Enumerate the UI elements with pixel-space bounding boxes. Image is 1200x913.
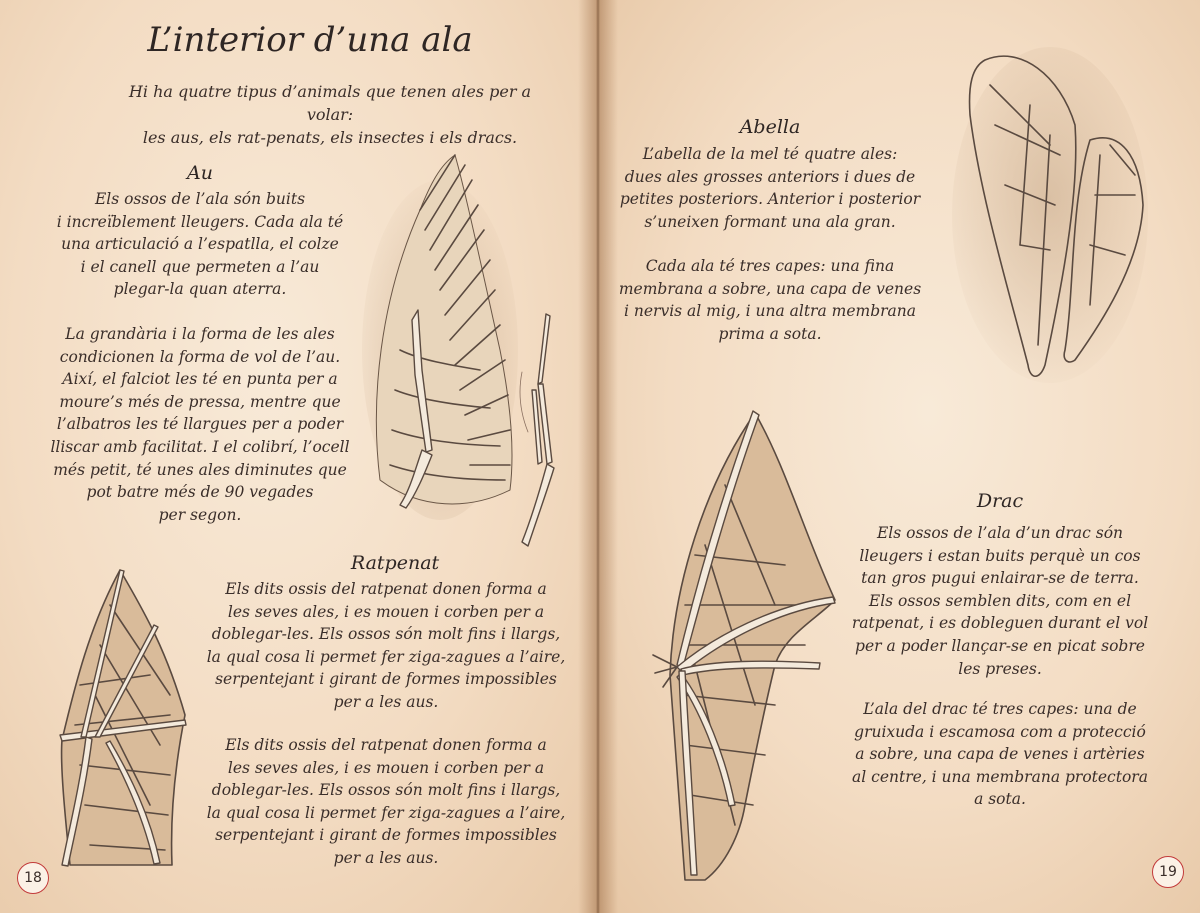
page-number-left: 18 bbox=[17, 862, 49, 894]
ratpenat-paragraph-2 bbox=[196, 734, 576, 870]
text-line: L’abella de la mel té quatre ales: bbox=[642, 145, 898, 163]
text-line: tan gros pugui enlairar-se de terra. bbox=[861, 569, 1139, 588]
text-line: i el canell que permeten a l’au bbox=[80, 257, 320, 276]
text-line: a sobre, una capa de venes i artèries bbox=[855, 745, 1145, 764]
text-line: a sota. bbox=[974, 790, 1026, 809]
text-line: plegar-la quan aterra. bbox=[113, 280, 287, 299]
text-line: i nervis al mig, i una altra membrana bbox=[624, 302, 916, 321]
dragon-wing-illustration bbox=[635, 405, 840, 885]
text-line: per a les aus. bbox=[333, 848, 439, 867]
text-line: Els ossos de l’ala són buits bbox=[94, 190, 306, 208]
text-line: serpentejant i girant de formes impossibles bbox=[215, 826, 557, 845]
bird-wing-illustration bbox=[360, 150, 520, 520]
abella-paragraph-1 bbox=[610, 143, 930, 233]
drac-paragraph-2 bbox=[835, 698, 1165, 811]
text-line: les seves ales, i es mouen i corben per a bbox=[227, 758, 545, 777]
text-line: serpentejant i girant de formes impossibles bbox=[215, 670, 557, 689]
text-line: les seves ales, i es mouen i corben per a bbox=[227, 602, 545, 621]
text-line: L’ala del drac té tres capes: una de bbox=[863, 700, 1137, 718]
text-line: ratpenat, i es dobleguen durant el vol bbox=[851, 614, 1149, 633]
text-line: prima a sota. bbox=[718, 324, 822, 343]
text-line: La grandària i la forma de les ales bbox=[65, 325, 335, 343]
text-line: s’uneixen formant una ala gran. bbox=[644, 212, 896, 231]
page-title: L’interior d’una ala bbox=[147, 20, 473, 60]
text-line: per segon. bbox=[158, 505, 242, 524]
abella-paragraph-2 bbox=[610, 255, 930, 345]
text-line: lleugers i estan buits perquè un cos bbox=[859, 546, 1141, 565]
text-line: per a les aus. bbox=[333, 692, 439, 711]
text-line: Els ossos de l’ala d’un drac són bbox=[876, 524, 1124, 542]
book-gutter bbox=[578, 0, 618, 913]
text-line: membrana a sobre, una capa de venes bbox=[618, 279, 922, 298]
text-line: Els dits ossis del ratpenat donen forma a bbox=[225, 736, 547, 754]
intro-line: Hi ha quatre tipus d’animals que tenen ales per a volar: bbox=[128, 82, 532, 124]
text-line: moure’s més de pressa, mentre que bbox=[59, 392, 341, 411]
text-line: lliscar amb facilitat. I el colibrí, l’ocell bbox=[50, 437, 350, 456]
text-line: petites posteriors. Anterior i posterior bbox=[619, 190, 921, 209]
text-line: doblegar-les. Els ossos són molt fins i llargs, bbox=[211, 625, 561, 644]
page-number-right: 19 bbox=[1152, 856, 1184, 888]
abella-heading: Abella bbox=[739, 116, 801, 138]
au-heading: Au bbox=[187, 162, 213, 184]
text-line: Els ossos semblen dits, com en el bbox=[868, 591, 1132, 610]
intro-text bbox=[110, 80, 550, 149]
text-line: pot batre més de 90 vegades bbox=[86, 483, 314, 502]
ratpenat-heading: Ratpenat bbox=[350, 552, 440, 574]
intro-line: les aus, els rat-penats, els insectes i els dracs. bbox=[142, 128, 518, 147]
text-line: gruixuda i escamosa com a protecció bbox=[854, 722, 1146, 741]
text-line: doblegar-les. Els ossos són molt fins i llargs, bbox=[211, 781, 561, 800]
text-line: Cada ala té tres capes: una fina bbox=[645, 257, 895, 275]
bat-wing-illustration bbox=[50, 565, 200, 870]
bee-wings-illustration bbox=[950, 45, 1150, 385]
text-line: una articulació a l’espatlla, el colze bbox=[61, 235, 339, 254]
text-line: les preses. bbox=[958, 659, 1042, 678]
text-line: Els dits ossis del ratpenat donen forma a bbox=[225, 580, 547, 598]
au-paragraph-2 bbox=[30, 323, 370, 526]
text-line: Així, el falciot les té en punta per a bbox=[62, 370, 338, 389]
text-line: per a poder llançar-se en picat sobre bbox=[855, 636, 1145, 655]
text-line: la qual cosa li permet fer ziga-zagues a l’aire, bbox=[206, 647, 566, 666]
text-line: la qual cosa li permet fer ziga-zagues a l’aire, bbox=[206, 803, 566, 822]
ratpenat-paragraph-1 bbox=[196, 578, 576, 714]
text-line: i increïblement lleugers. Cada ala té bbox=[56, 212, 344, 231]
drac-paragraph-1 bbox=[835, 522, 1165, 680]
text-line: l’albatros les té llargues per a poder bbox=[56, 415, 344, 434]
au-paragraph-1 bbox=[40, 188, 360, 301]
text-line: condicionen la forma de vol de l’au. bbox=[59, 347, 341, 366]
bird-wing-bone-illustration bbox=[512, 312, 562, 552]
text-line: més petit, té unes ales diminutes que bbox=[53, 460, 347, 479]
drac-heading: Drac bbox=[976, 490, 1024, 512]
text-line: al centre, i una membrana protectora bbox=[852, 767, 1148, 786]
text-line: dues ales grosses anteriors i dues de bbox=[624, 167, 916, 186]
